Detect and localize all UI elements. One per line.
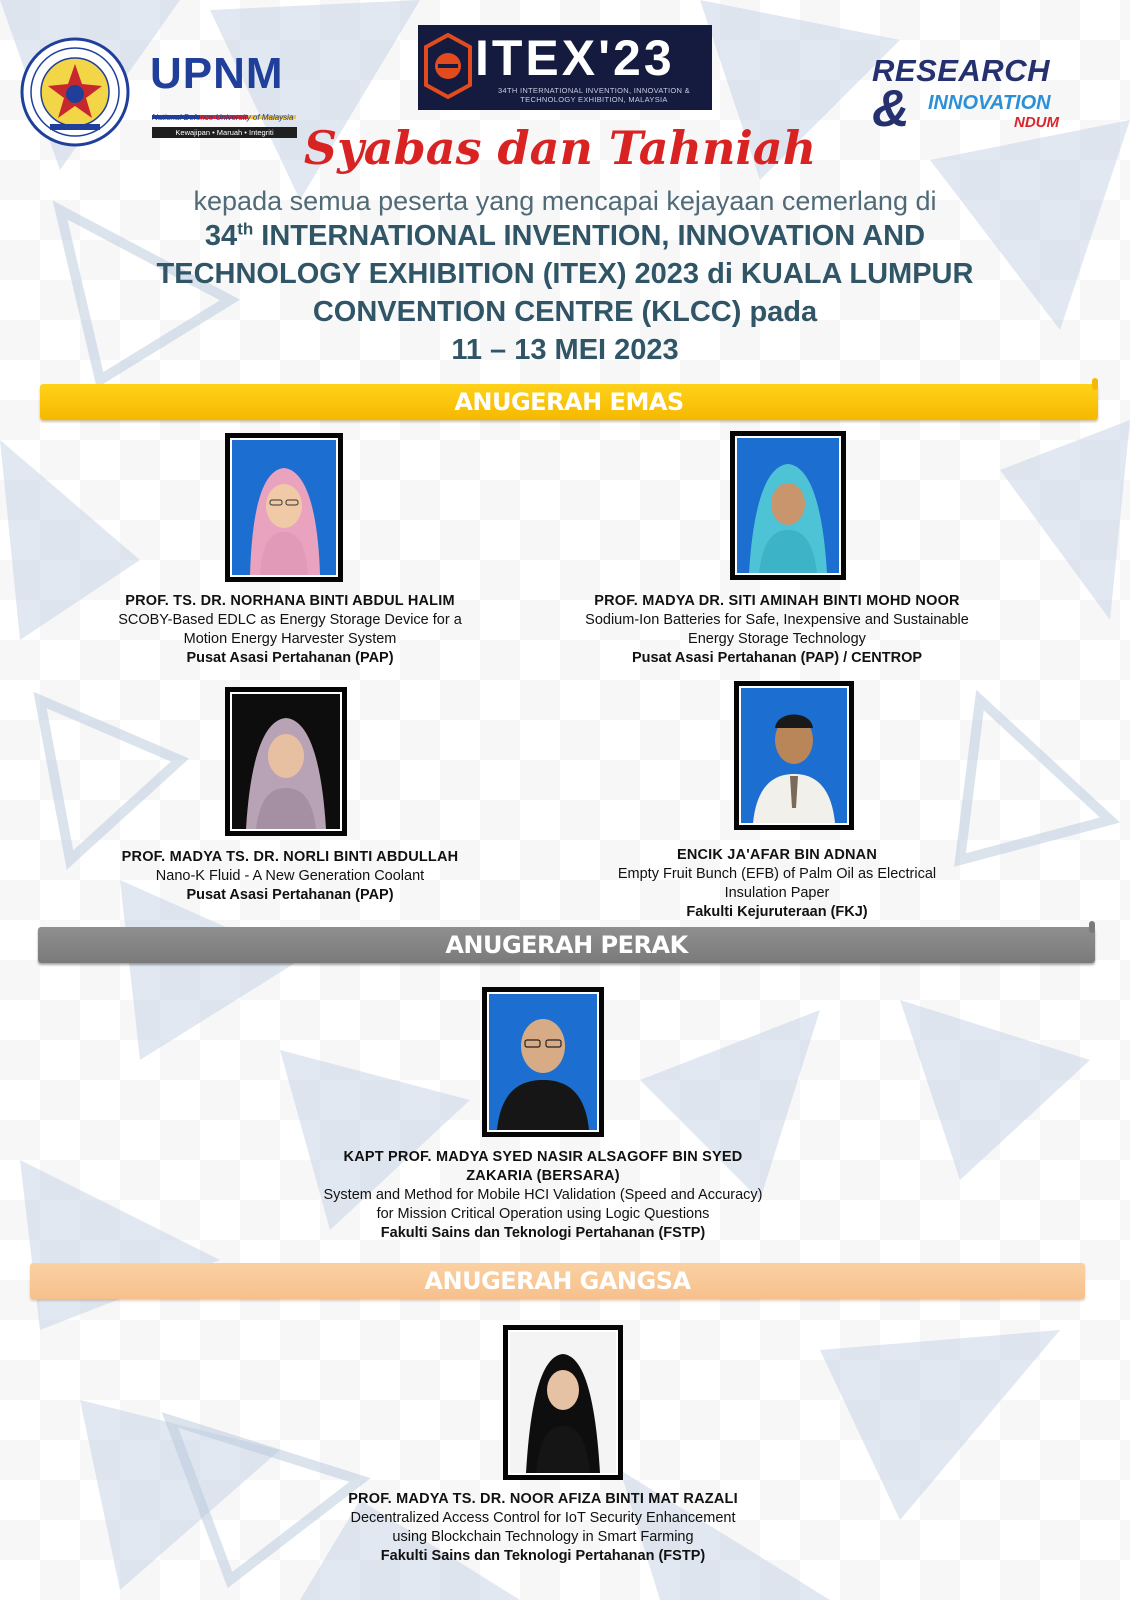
gold-winner-4-caption bbox=[557, 846, 997, 922]
project-title: Nano-K Fluid - A New Generation Coolant bbox=[155, 868, 425, 884]
project-title: System and Method for Mobile HCI Validation (Speed and Accuracy) bbox=[323, 1187, 763, 1203]
faculty-name: Pusat Asasi Pertahanan (PAP) bbox=[186, 650, 394, 666]
silver-winner-caption bbox=[290, 1148, 796, 1243]
ri-research-text: RESEARCH bbox=[872, 53, 1050, 88]
project-title: Decentralized Access Control for IoT Security Enhancement bbox=[350, 1510, 736, 1526]
intro-line: kepada semua peserta yang mencapai kejayaan cemerlang di bbox=[193, 186, 937, 216]
winner-photo bbox=[734, 681, 854, 830]
gold-award-label: ANUGERAH EMAS bbox=[454, 388, 684, 416]
event-ordinal-suffix: th bbox=[237, 219, 254, 239]
winner-name: ZAKARIA (BERSARA) bbox=[466, 1168, 620, 1184]
ri-innovation-text: INNOVATION bbox=[928, 92, 1051, 114]
event-dates: 11 – 13 MEI 2023 bbox=[451, 334, 679, 366]
event-ordinal: 34 bbox=[204, 220, 238, 252]
winner-photo bbox=[225, 433, 343, 582]
congratulations-title: Syabas dan Tahniah bbox=[303, 121, 817, 175]
bronze-winner-caption bbox=[313, 1490, 773, 1566]
faculty-name: Fakulti Sains dan Teknologi Pertahanan (FSTP) bbox=[380, 1548, 706, 1564]
project-title: Empty Fruit Bunch (EFB) of Palm Oil as Electrical bbox=[617, 866, 937, 882]
silver-award-label: ANUGERAH PERAK bbox=[445, 931, 688, 959]
winner-name: ENCIK JA'AFAR BIN ADNAN bbox=[676, 847, 878, 863]
upnm-wordmark: UPNM bbox=[150, 49, 284, 98]
bronze-award-bar bbox=[30, 1263, 1085, 1299]
faculty-name: Fakulti Sains dan Teknologi Pertahanan (FSTP) bbox=[380, 1225, 706, 1241]
ri-ampersand: & bbox=[872, 80, 910, 138]
event-line-2: TECHNOLOGY EXHIBITION (ITEX) 2023 di KUALA LUMPUR bbox=[156, 258, 974, 290]
bronze-award-label: ANUGERAH GANGSA bbox=[424, 1267, 691, 1295]
upnm-tagline: National Defence University of Malaysia bbox=[152, 113, 294, 122]
gold-award-bar bbox=[40, 384, 1098, 420]
itex-title: ITEX'23 bbox=[475, 30, 675, 86]
project-title: for Mission Critical Operation using Logic Questions bbox=[376, 1206, 710, 1222]
winner-name: KAPT PROF. MADYA SYED NASIR ALSAGOFF BIN SYED bbox=[343, 1149, 743, 1165]
project-title: Sodium-Ion Batteries for Safe, Inexpensive and Sustainable bbox=[585, 612, 969, 628]
winner-photo bbox=[482, 987, 604, 1137]
faculty-name: Fakulti Kejuruteraan (FKJ) bbox=[686, 904, 868, 920]
event-line-1-text: INTERNATIONAL INVENTION, INNOVATION AND bbox=[253, 220, 926, 252]
gold-winner-2-caption bbox=[547, 592, 1007, 668]
winner-name: PROF. MADYA DR. SITI AMINAH BINTI MOHD NOOR bbox=[594, 593, 960, 609]
project-title: using Blockchain Technology in Smart Farming bbox=[392, 1529, 694, 1545]
project-title: Insulation Paper bbox=[724, 885, 830, 901]
silver-bar-curl bbox=[1089, 921, 1095, 933]
project-title: Motion Energy Harvester System bbox=[183, 631, 397, 647]
event-line-3: CONVENTION CENTRE (KLCC) pada bbox=[312, 296, 818, 328]
ri-ndum-text: NDUM bbox=[1014, 114, 1059, 131]
upnm-color-rule bbox=[152, 106, 297, 110]
gold-winner-3-caption bbox=[70, 848, 510, 905]
event-line-1 bbox=[40, 217, 1090, 255]
project-title: Energy Storage Technology bbox=[688, 631, 866, 647]
project-title: SCOBY-Based EDLC as Energy Storage Device for a bbox=[118, 612, 462, 628]
winner-name: PROF. MADYA TS. DR. NOOR AFIZA BINTI MAT RAZALI bbox=[348, 1491, 738, 1507]
gold-bar-curl bbox=[1092, 378, 1098, 390]
faculty-name: Pusat Asasi Pertahanan (PAP) / CENTROP bbox=[631, 650, 923, 666]
upnm-motto: Kewajipan • Maruah • Integriti bbox=[152, 127, 297, 138]
winner-photo bbox=[225, 687, 347, 836]
gold-winner-1-caption bbox=[70, 592, 510, 668]
winner-photo bbox=[730, 431, 846, 580]
upnm-crest-logo bbox=[20, 36, 130, 148]
winner-photo bbox=[503, 1325, 623, 1480]
winner-name: PROF. MADYA TS. DR. NORLI BINTI ABDULLAH bbox=[121, 849, 459, 865]
itex-e-icon bbox=[424, 33, 472, 99]
winner-name: PROF. TS. DR. NORHANA BINTI ABDUL HALIM bbox=[125, 593, 455, 609]
itex-subtitle: 34TH INTERNATIONAL INVENTION, INNOVATION & TECHNOLOGY EXHIBITION, MALAYSIA bbox=[498, 86, 690, 104]
silver-award-bar bbox=[38, 927, 1095, 963]
faculty-name: Pusat Asasi Pertahanan (PAP) bbox=[186, 887, 394, 903]
